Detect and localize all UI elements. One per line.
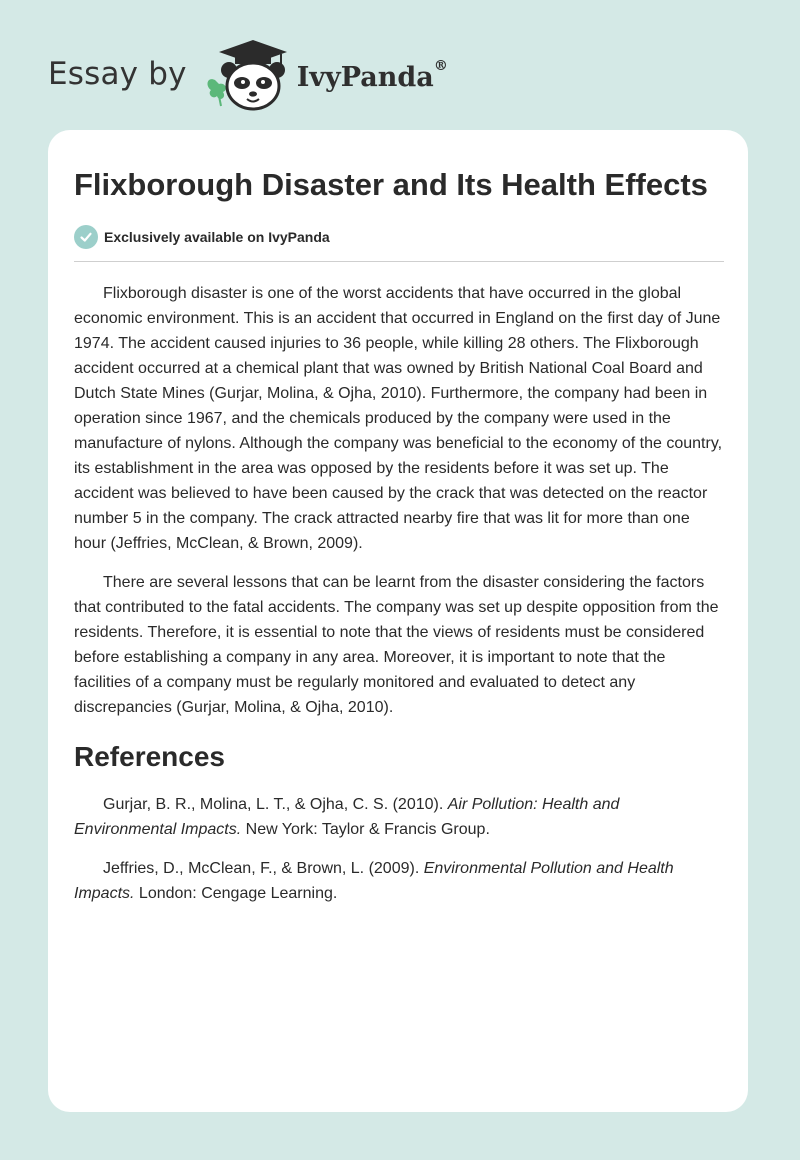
paragraph: Flixborough disaster is one of the worst accidents that have occurred in the global economic environment. This is an accident that occurred in England on the first day of June 1974. The accident caused injuries to 36 people, while killing 28 others. The Flixborough accident occurred at a chemical plant that was owned by British National Coal Board and Dutch State Mines (Gurjar, Molina, & Ojha, 2010). Furthermore, the company had been in operation since 1967, and the chemicals produced by the company were used in the manufacture of nylons. Although the company was beneficial to the economy of the country, its establishment in the area was opposed by the residents before it was set up. The accident was believed to have been caused by the crack that was detected on the reactor number 5 in the company. The crack attracted nearby fire that was lit for more than one hour (Jeffries, McClean, & Brown, 2009). — [74, 285, 723, 552]
badge-text: Exclusively available on IvyPanda — [104, 229, 330, 245]
essay-by-label: Essay by — [48, 56, 187, 92]
brand-name[interactable]: IvyPanda® — [296, 57, 448, 93]
check-icon — [74, 225, 98, 249]
essay-body — [74, 281, 724, 720]
exclusive-badge — [74, 225, 724, 249]
page-title: Flixborough Disaster and Its Health Effects — [74, 167, 708, 202]
ivypanda-logo-icon[interactable] — [201, 36, 293, 112]
reference-item: Jeffries, D., McClean, F., & Brown, L. (2009). Environmental Pollution and Health Impacts. London: Cengage Learning. — [74, 860, 674, 902]
divider — [74, 261, 724, 262]
references-list — [74, 792, 724, 906]
paragraph: There are several lessons that can be learnt from the disaster considering the factors that contributed to the fatal accidents. The company was set up despite opposition from the residents. Therefore, it is essential to note that the views of residents must be considered before establishing a company in any area. Moreover, it is important to note that the facilities of a company must be regularly monitored and evaluated to detect any discrepancies (Gurjar, Molina, & Ojha, 2010). — [74, 574, 719, 716]
reference-item: Gurjar, B. R., Molina, L. T., & Ojha, C. S. (2010). Air Pollution: Health and Environmental Impacts. New York: Taylor & Francis Group. — [74, 796, 620, 838]
site-header — [48, 34, 448, 114]
references-heading: References — [74, 741, 225, 772]
essay-card — [48, 130, 748, 1112]
